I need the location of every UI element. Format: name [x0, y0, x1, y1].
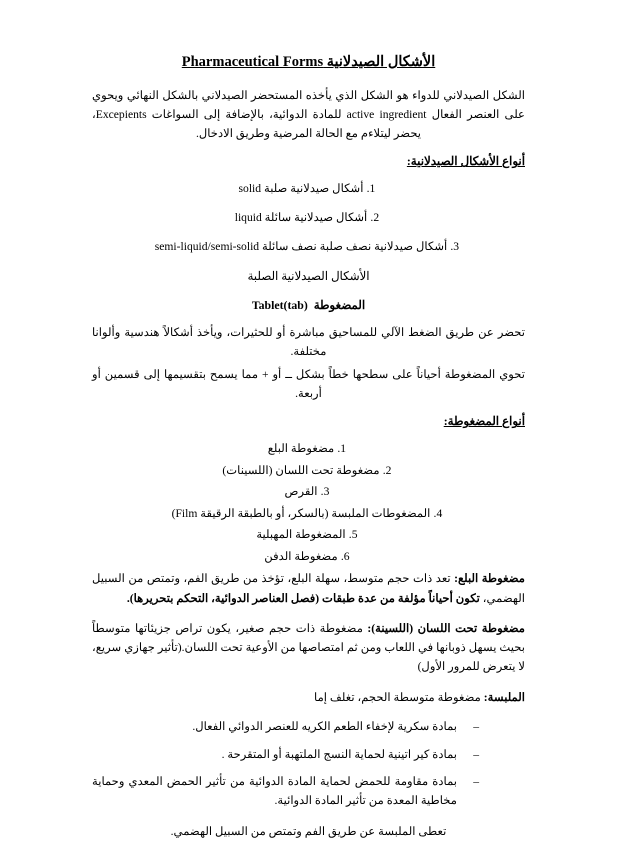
list-item-label: المضغوطات الملبسة (بالسكر، أو بالطبقة الرقيقة Film [175, 506, 431, 520]
list-item [92, 773, 479, 811]
list-item-index: 1. [366, 182, 376, 196]
list-item-label: مضغوطة تحت اللسان (اللسينات) [222, 463, 380, 477]
list-item-label: المضغوطة المهبلية [256, 528, 346, 542]
list-item [92, 462, 525, 481]
heading-tablet-types: أنواع المضغوطة: [443, 414, 525, 429]
list-item-index: 1. [337, 442, 347, 456]
list-item [92, 180, 525, 198]
definition-body: مضغوطة متوسطة الحجم، تغلف إما [314, 690, 484, 704]
list-item-label: القرص [284, 485, 318, 499]
tablet-paragraph-line-1: تحضر عن طريق الضغط الآلي للمساحيق مباشرة أو للحثيرات، ويأخذ أشكالاً هندسية وألوانا مختلفة. [92, 326, 525, 359]
list-item-index: 5. [348, 528, 358, 542]
list-item-label: أشكال صيدلانية صلبة solid [238, 182, 364, 196]
list-item-label: بمادة سكرية لإخفاء الطعم الكريه للعنصر الدوائي الفعال. [192, 719, 457, 733]
list-item-label: أشكال صيدلانية سائلة liquid [234, 211, 368, 225]
list-item-label: بمادة مقاومة للحمض لحماية المادة الدوائية من تأثير الحمض المعدي وحماية مخاطية المعدة من تأثير المادة الدوائية. [92, 775, 457, 808]
dash-bullet-icon: – [473, 747, 479, 761]
dash-bullet-icon: – [473, 719, 479, 733]
definition-term: الملبسة: [483, 690, 525, 704]
page-title: الأشكال الصيدلانية Pharmaceutical Forms [181, 54, 436, 70]
heading-tablet-arabic: المضغوطة [313, 297, 366, 312]
list-item-index: 2. [382, 463, 392, 477]
list-item [92, 746, 479, 765]
list-item [92, 718, 479, 737]
list-item-label: بمادة كير اتينية لحماية النسج الملتهبة أو المتقرحة . [221, 747, 457, 761]
definition-term: مضغوطة البلع: [454, 572, 526, 586]
heading-solid-forms: الأشكال الصيدلانية الصلبة [247, 268, 370, 283]
definition-body: تعد ذات حجم متوسط، سهلة البلع، تؤخذ من طريق الفم، وتمتص من السبيل الهضمي، [92, 572, 525, 605]
list-item-index: 6. [340, 549, 350, 563]
heading-pharmaceutical-form-types: أنواع الأشكال الصيدلانية: [406, 154, 525, 169]
definition-swallow-tablet [92, 569, 525, 607]
tablet-paragraph-line-2: تحوي المضغوطة أحياناً على سطحها خطاً بشكل ــ أو + مما يسمح بتقسيمها إلى قسمين أو أربعة. [92, 367, 525, 400]
definition-coated-tablet [92, 688, 525, 707]
definition-sublingual-tablet [92, 619, 525, 677]
list-item-label: مضغوطة الدفن [264, 549, 338, 563]
list-item [92, 548, 525, 567]
list-coating-materials [92, 718, 525, 811]
list-item-index: 2. [370, 211, 380, 225]
definition-body: مضغوطة ذات حجم صغير، يكون تراص جزيئاتها متوسطاً بحيث يسهل ذوبانها في اللعاب ومن ثم امتصاصها من الأوعية تحت اللسان.(تأثير جهازي سريع، لا يتعرض للمرور الأول) [92, 621, 525, 674]
list-item [92, 209, 525, 227]
closing-paragraph: تعطى الملبسة عن طريق الفم وتمتص من السبيل الهضمي. [170, 824, 447, 838]
list-item [92, 483, 525, 502]
heading-tablet [92, 297, 525, 315]
list-item-index: 4. [433, 506, 443, 520]
list-item-closing-paren: ) [171, 506, 176, 520]
list-pharmaceutical-form-types [92, 180, 525, 256]
list-item [92, 505, 525, 524]
heading-tablet-english: Tablet(tab) [251, 297, 308, 312]
list-item [92, 440, 525, 459]
list-item-label: مضغوطة البلع [267, 442, 335, 456]
list-item-label: أشكال صيدلانية نصف صلبة نصف سائلة semi-liquid/semi-solid [154, 239, 448, 253]
intro-paragraph: الشكل الصيدلاني للدواء هو الشكل الذي يأخذه المستحضر الصيدلاني بالشكل النهائي ويحوي على العنصر الفعال active ingredient للمادة الدوائية، بالإضافة إلى السواغات Excepients، يحضر ليتلاءم مع الحالة المرضية وطريق الادخال. [92, 89, 525, 140]
dash-bullet-icon: – [473, 775, 479, 789]
definition-term: مضغوطة تحت اللسان (اللسينة): [367, 621, 525, 635]
list-item [92, 238, 525, 256]
list-item [92, 526, 525, 545]
list-tablet-types [92, 440, 525, 566]
list-item-index: 3. [320, 485, 330, 499]
definition-body-bold: تكون أحياناً مؤلفة من عدة طبقات (فصل العناصر الدوائية، التحكم بتحريرها). [126, 591, 480, 605]
list-item-index: 3. [450, 239, 460, 253]
